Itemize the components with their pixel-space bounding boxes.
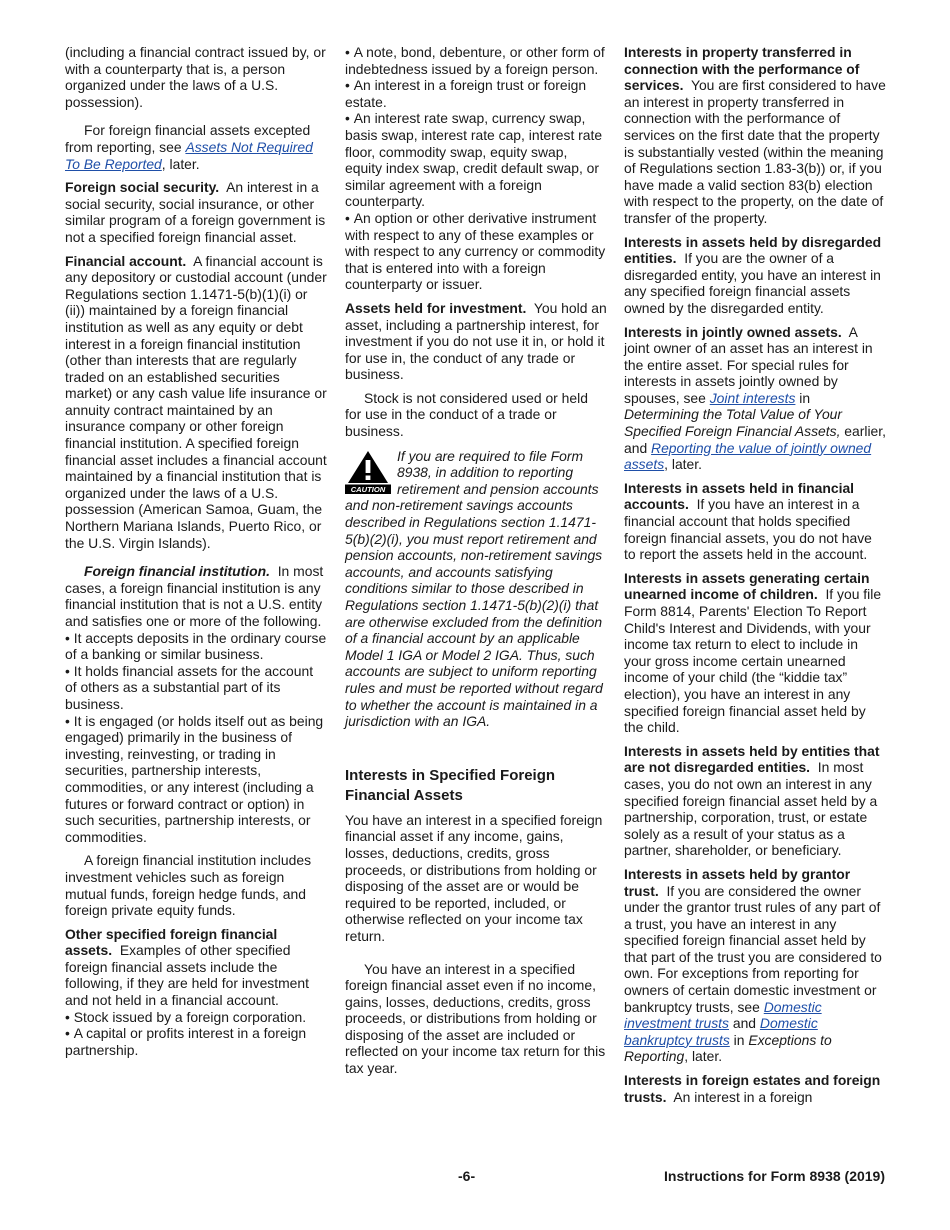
column-1: [65, 44, 327, 1058]
section-heading: Foreign social security.: [65, 179, 220, 196]
section-foreign-estates-trusts: [624, 1072, 886, 1105]
section-body: If you are considered the owner under the grantor trust rules of any part of a trust, you have an interest in any specified foreign financial asset held by that part of the trust you are considered to own. For exceptions from reporting for owners of certain domestic investment or bankruptcy trusts, see: [624, 882, 882, 1015]
section-disregarded-entities: [624, 234, 886, 317]
section-body: You hold an asset, including a partnership interest, for investment if you do not use it in, or hold it for use in, the conduct of any trade or business.: [345, 299, 607, 383]
section-foreign-financial-institution: [65, 563, 327, 629]
list-item: • An interest rate swap, currency swap, basis swap, interest rate cap, interest rate floor, commodity swap, equity swap, equity index swap, credit default swap, or similar agreement with a foreign counterparty.: [345, 110, 607, 210]
caution-note: [345, 448, 607, 730]
section-body: An interest in a foreign: [673, 1088, 813, 1105]
section-title: Interests in Specified Foreign Financial Assets: [345, 766, 556, 804]
section-body: An interest in a social security, social insurance, or other similar program of a foreign government is not a specified foreign financial asset.: [65, 179, 326, 245]
paragraph: Stock is not considered used or held for use in the conduct of a trade or business.: [345, 389, 588, 440]
paragraph: [65, 122, 327, 172]
list-item: • It accepts deposits in the ordinary course of a banking or similar business.: [65, 630, 327, 663]
section-heading: Interests in assets held by grantor trust.: [624, 865, 851, 899]
document-title: Instructions for Form 8938 (2019): [664, 1168, 885, 1184]
section-body: If you are the owner of a disregarded entity, you have an interest in any specified foreign financial assets owned by the disregarded entity.: [624, 250, 881, 316]
bullet-list: [65, 630, 327, 846]
page-number: -6-: [458, 1168, 476, 1184]
section-heading: Other specified foreign financial assets.: [65, 925, 278, 959]
section-jointly-owned: [624, 324, 886, 473]
paragraph: You have an interest in a specified foreign financial asset even if no income, gains, losses, deductions, credits, gross proceeds, or distributions from holding or disposing of the asset are included or reflected on your income tax return for this tax year.: [345, 960, 606, 1077]
list-item: • A capital or profits interest in a foreign partnership.: [65, 1025, 327, 1058]
column-3: [624, 44, 886, 1112]
paragraph: A foreign financial institution includes investment vehicles such as foreign mutual funds, foreign hedge funds, and foreign private equity funds.: [65, 852, 312, 919]
section-non-disregarded-entities: [624, 743, 886, 859]
section-heading: Interests in property transferred in connection with the performance of services.: [624, 44, 860, 94]
link-reporting-jointly-owned[interactable]: Reporting the value of jointly owned assets: [624, 439, 872, 473]
section-property-transferred: [624, 44, 886, 227]
text: , later.: [684, 1048, 723, 1065]
text: in: [795, 389, 811, 406]
text: For foreign financial assets excepted from reporting, see: [65, 122, 311, 155]
section-body: In most cases, a foreign financial institution is any financial institution that is not a U.S. entity and satisfies one or more of the following.: [65, 563, 324, 629]
paragraph: (including a financial contract issued by, or with a counterparty that is, a person organized under the laws of a U.S. possession).: [65, 44, 326, 110]
caution-icon: [345, 450, 391, 494]
section-heading: Financial account.: [65, 252, 187, 269]
section-body: If you file Form 8814, Parents' Election To Report Child's Interest and Dividends, with your income tax return to elect to include in your gross income certain unearned income of your child (the “kiddie tax” election), you have an interest in any specified foreign financial asset held by the child.: [624, 586, 882, 736]
section-body: Examples of other specified foreign financial assets include the following, if they are held for investment and not held in a financial account.: [65, 942, 309, 1009]
section-assets-held-for-investment: [345, 300, 607, 383]
section-heading: Assets held for investment.: [345, 299, 527, 316]
bullet-list: [65, 1009, 327, 1059]
section-body: A financial account is any depository or custodial account (under Regulations section 1.1471-5(b)(1)(i) or (ii)) maintained by a foreign financial institution as well as any equity or debt interest in a foreign financial institution (other than interests that are regularly traded on an established securities market) or any cash value life insurance or annuity contract maintained by an insurance company or other foreign financial institution. A specified foreign financial asset includes a financial account maintained by a financial institution that is organized under the laws of a U.S. possession (American Samoa, Guam, the Northern Mariana Islands, Puerto Rico, or the U.S. Virgin Islands).: [65, 252, 327, 551]
column-2: [345, 44, 607, 1084]
link-domestic-bankruptcy-trusts[interactable]: Domestic bankruptcy trusts: [624, 1015, 818, 1048]
section-body: You are first considered to have an interest in property transferred in connection with the performance of services on the first date that the property is substantially vested (within the meaning of Regulations section 1.83-3(b)) or, if you have made a valid section 83(b) election with respect to the property, on the date of transfer of the property.: [624, 77, 886, 226]
link-domestic-investment-trusts[interactable]: Domestic investment trusts: [624, 998, 822, 1032]
section-financial-accounts: [624, 480, 886, 563]
text: earlier, and: [624, 423, 886, 456]
section-foreign-social-security: [65, 179, 327, 245]
text: and: [729, 1015, 760, 1032]
caution-label: CAUTION: [350, 484, 386, 494]
list-item: • It is engaged (or holds itself out as being engaged) primarily in the business of investing, reinvesting, or trading in securities, partnership interests, commodities, or any interest (including a futures or forward contract or option) in such securities, partnership interests, or commodities.: [65, 713, 327, 846]
section-heading: Interests in assets generating certain unearned income of children.: [624, 569, 870, 603]
section-heading: Foreign financial institution.: [84, 563, 270, 580]
text: Determining the Total Value of Your Specified Foreign Financial Assets,: [624, 406, 843, 440]
text: Exceptions to Reporting: [624, 1031, 832, 1065]
list-item: • It holds financial assets for the account of others as a substantial part of its business.: [65, 663, 327, 713]
section-body: If you have an interest in a financial account that holds specified foreign financial assets, you do not have to report the assets held in the account.: [624, 496, 872, 563]
text: in: [729, 1031, 749, 1048]
caution-text: If you are required to file Form 8938, in addition to reporting retirement and pension accounts and non-retirement savings accounts described in Regulations section 1.1471-5(b)(2)(i), you must report retirement and pension accounts, non-retirement savings accounts, and accounts satisfying conditions similar to those described in Regulations section 1.1471-5(b)(2)(i) that are otherwise excluded from the definition of a financial account by an applicable Model 1 IGA or Model 2 IGA. Thus, such accounts are subject to uniform reporting rules and must be reported without regard to whether the account is maintained in a jurisdiction with an IGA.: [345, 447, 603, 730]
section-body: A joint owner of an asset has an interest in the entire asset. For special rules for interests in assets jointly owned by spouses, see: [624, 323, 873, 406]
section-unearned-income-children: [624, 570, 886, 736]
list-item: • Stock issued by a foreign corporation.: [65, 1009, 327, 1026]
section-grantor-trust: [624, 866, 886, 1065]
link-assets-not-required[interactable]: Assets Not Required To Be Reported: [65, 138, 313, 172]
section-financial-account: [65, 253, 327, 552]
section-heading: Interests in assets held by disregarded entities.: [624, 233, 882, 267]
section-heading: Interests in foreign estates and foreign trusts.: [624, 1072, 881, 1105]
paragraph: You have an interest in a specified foreign financial asset if any income, gains, losses, deductions, credits, gross proceeds, or distributions from holding or disposing of the asset are or would be required to be reported, included, or otherwise reflected on your income tax return.: [345, 811, 603, 944]
list-item: • An option or other derivative instrument with respect to any of these examples or with respect to any currency or commodity that is entered into with a foreign counterparty or issuer.: [345, 210, 607, 293]
bullet-list: [345, 44, 607, 293]
section-body: In most cases, you do not own an interest in any specified foreign financial asset held by a partnership, corporation, trust, or estate solely as a result of your status as a partner, shareholder, or beneficiary.: [624, 759, 878, 859]
text: , later.: [664, 456, 702, 473]
section-heading: Interests in assets held in financial accounts.: [624, 479, 855, 513]
list-item: • An interest in a foreign trust or foreign estate.: [345, 77, 607, 110]
section-other-assets: [65, 926, 327, 1009]
link-joint-interests[interactable]: Joint interests: [709, 389, 796, 406]
section-heading: Interests in jointly owned assets.: [624, 323, 842, 340]
list-item: • A note, bond, debenture, or other form of indebtedness issued by a foreign person.: [345, 44, 607, 77]
section-heading: Interests in assets held by entities that are not disregarded entities.: [624, 742, 880, 776]
text: , later.: [161, 155, 200, 172]
